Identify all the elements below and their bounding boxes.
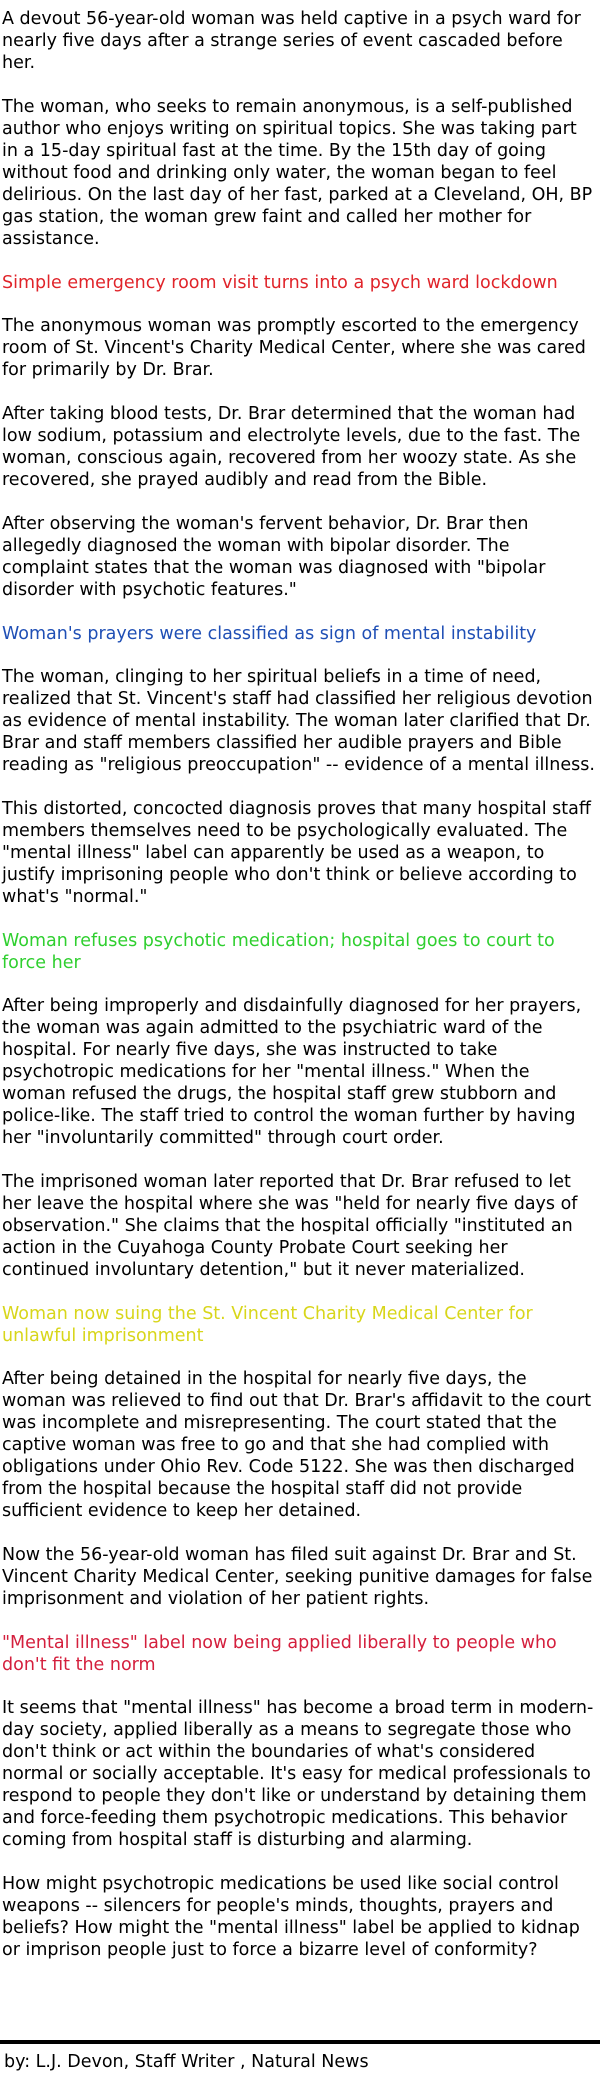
- section-heading: Woman refuses psychotic medication; hospital goes to court to force her: [2, 931, 555, 973]
- section-heading: Woman now suing the St. Vincent Charity Medical Center for unlawful imprisonment: [2, 1304, 533, 1346]
- section-heading: Woman's prayers were classified as sign of mental instability: [2, 624, 537, 644]
- body-paragraph: Now the 56-year-old woman has filed suit against Dr. Brar and St. Vincent Charity Medical Center, seeking punitive damages for false imprisonment and violation of her patient rights.: [2, 1545, 593, 1609]
- body-paragraph: The woman, clinging to her spiritual beliefs in a time of need, realized that St. Vincent's staff had classified her religious devotion as evidence of mental instability. The woman later clarified that Dr. Brar and staff members classified her audible prayers and Bible reading as "religious preoccupation" -- evidence of a mental illness.: [2, 667, 595, 775]
- section-heading: "Mental illness" label now being applied liberally to people who don't fit the norm: [2, 1633, 557, 1675]
- byline: by: L.J. Devon, Staff Writer , Natural News: [4, 2052, 369, 2072]
- body-paragraph: It seems that "mental illness" has become a broad term in modern-day society, applied liberally as a means to segregate those who don't think or act within the boundaries of what's considered normal or socially acceptable. It's easy for medical professionals to respond to people they don't like or understand by detaining them and force-feeding them psychotropic medications. This behavior coming from hospital staff is disturbing and alarming.: [2, 1698, 594, 1850]
- body-paragraph: The anonymous woman was promptly escorted to the emergency room of St. Vincent's Charity Medical Center, where she was cared for primarily by Dr. Brar.: [2, 316, 586, 380]
- body-paragraph: After observing the woman's fervent behavior, Dr. Brar then allegedly diagnosed the woman with bipolar disorder. The complaint states that the woman was diagnosed with "bipolar disorder with psychotic features.": [2, 514, 546, 600]
- body-paragraph: After being improperly and disdainfully diagnosed for her prayers, the woman was again admitted to the psychiatric ward of the hospital. For nearly five days, she was instructed to take psychotropic medications for her "mental illness." When the woman refused the drugs, the hospital staff grew stubborn and police-like. The staff tried to control the woman further by having her "involuntarily committed" through court order.: [2, 996, 582, 1148]
- intro-paragraph: A devout 56-year-old woman was held captive in a psych ward for nearly five days after a strange series of event cascaded before her.: [2, 9, 581, 73]
- intro-paragraph: The woman, who seeks to remain anonymous, is a self-published author who enjoys writing on spiritual topics. She was taking part in a 15-day spiritual fast at the time. By the 15th day of going without food and drinking only water, the woman began to feel delirious. On the last day of her fast, parked at a Cleveland, OH, BP gas station, the woman grew faint and called her mother for assistance.: [2, 97, 593, 249]
- section-heading: Simple emergency room visit turns into a psych ward lockdown: [2, 273, 558, 293]
- byline-divider: [0, 2040, 600, 2044]
- body-paragraph: How might psychotropic medications be used like social control weapons -- silencers for people's minds, thoughts, prayers and beliefs? How might the "mental illness" label be applied to kidnap or imprison people just to force a bizarre level of conformity?: [2, 1874, 580, 1960]
- body-paragraph: After taking blood tests, Dr. Brar determined that the woman had low sodium, potassium and electrolyte levels, due to the fast. The woman, conscious again, recovered from her woozy state. As she recovered, she prayed audibly and read from the Bible.: [2, 404, 581, 490]
- body-paragraph: After being detained in the hospital for nearly five days, the woman was relieved to find out that Dr. Brar's affidavit to the court was incomplete and misrepresenting. The court stated that the captive woman was free to go and that she had complied with obligations under Ohio Rev. Code 5122. She was then discharged from the hospital because the hospital staff did not provide sufficient evidence to keep her detained.: [2, 1369, 592, 1521]
- body-paragraph: This distorted, concocted diagnosis proves that many hospital staff members themselves need to be psychologically evaluated. The "mental illness" label can apparently be used as a weapon, to justify imprisoning people who don't think or believe according to what's "normal.": [2, 799, 591, 907]
- body-paragraph: The imprisoned woman later reported that Dr. Brar refused to let her leave the hospital where she was "held for nearly five days of observation." She claims that the hospital officially "instituted an action in the Cuyahoga County Probate Court seeking her continued involuntary detention," but it never materialized.: [2, 1172, 578, 1280]
